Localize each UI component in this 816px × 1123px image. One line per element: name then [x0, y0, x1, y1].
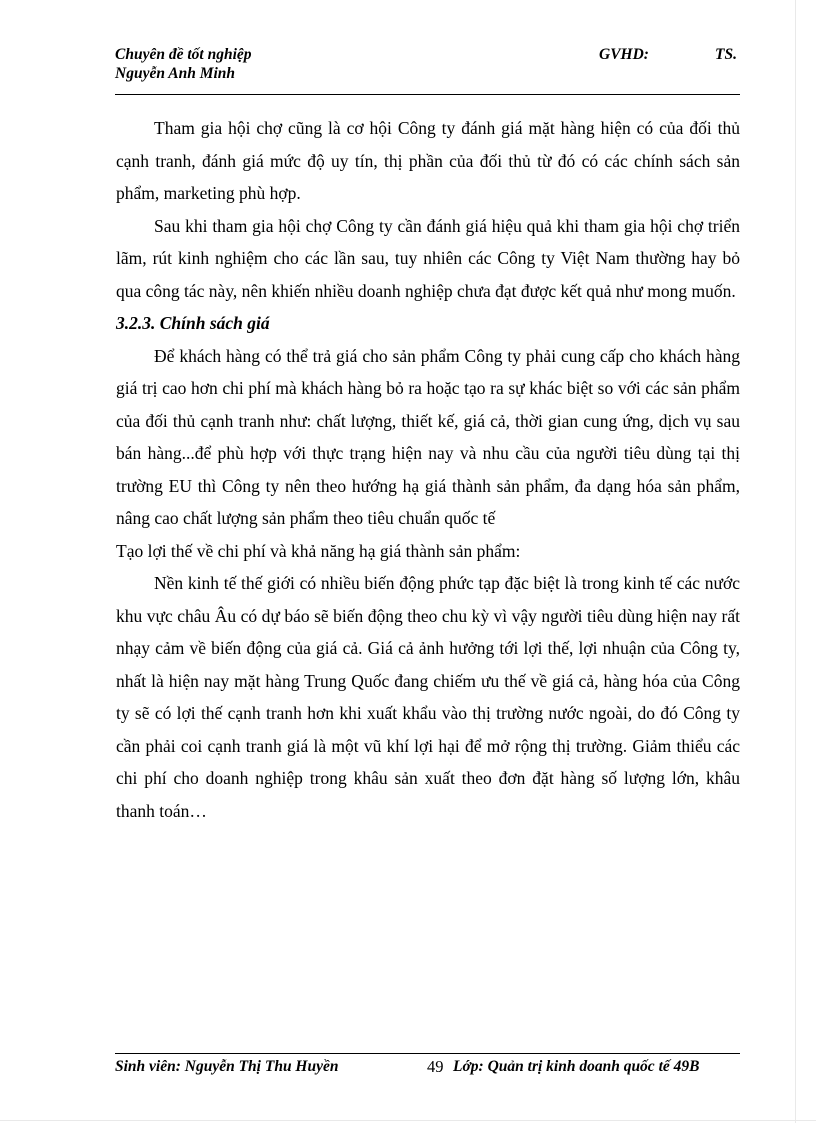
footer-class: Lớp: Quản trị kinh doanh quốc tế 49B — [453, 1058, 700, 1075]
body-paragraph: Nền kinh tế thế giới có nhiều biến động phức tạp đặc biệt là trong kinh tế các nước khu vực châu Âu có dự báo sẽ biến động theo chu kỳ vì vậy người tiêu dùng hiện nay rất nhạy cảm về biến động của giá cả. Giá cả ảnh hưởng tới lợi thế, lợi nhuận của Công ty, nhất là hiện nay mặt hàng Trung Quốc đang chiếm ưu thế về giá cả, hàng hóa của Công ty sẽ có lợi thế cạnh tranh hơn khi xuất khẩu vào thị trường nước ngoài, do đó Công ty cần phải coi cạnh tranh giá là một vũ khí lợi hại để mở rộng thị trường. Giảm thiểu các chi phí cho doanh nghiệp trong khâu sản xuất theo đơn đặt hàng số lượng lớn, khâu thanh toán… — [116, 573, 740, 821]
footer-rule — [115, 1053, 740, 1054]
body-paragraph: Để khách hàng có thể trả giá cho sản phẩm Công ty phải cung cấp cho khách hàng giá trị cao hơn chi phí mà khách hàng bỏ ra hoặc tạo ra sự khác biệt so với các sản phẩm của đối thủ cạnh tranh như: chất lượng, thiết kế, giá cả, thời gian cung ứng, dịch vụ sau bán hàng...để phù hợp với thực trạng hiện nay và nhu cầu của người tiêu dùng tại thị trường EU thì Công ty nên theo hướng hạ giá thành sản phẩm, đa dạng hóa sản phẩm, nâng cao chất lượng sản phẩm theo tiêu chuẩn quốc tế — [116, 345, 740, 528]
section-heading: 3.2.3. Chính sách giá — [116, 313, 270, 333]
page-edge — [0, 1120, 816, 1121]
header-rule — [115, 94, 740, 95]
page-header — [115, 44, 740, 96]
footer-student: Sinh viên: Nguyễn Thị Thu Huyền — [115, 1058, 339, 1075]
body-subheading: Tạo lợi thế về chi phí và khả năng hạ giá thành sản phẩm: — [116, 540, 521, 561]
page-number: 49 — [427, 1057, 444, 1076]
header-gvhd-value: TS. — [715, 46, 737, 63]
page-footer — [115, 1047, 740, 1087]
header-title: Chuyên đề tốt nghiệp — [115, 46, 252, 63]
page-body — [116, 112, 740, 827]
page-edge — [795, 0, 796, 1123]
body-paragraph: Tham gia hội chợ cũng là cơ hội Công ty đánh giá mặt hàng hiện có của đối thủ cạnh tranh, đánh giá mức độ uy tín, thị phần của đối thủ từ đó có các chính sách sản phẩm, marketing phù hợp. — [116, 118, 740, 203]
header-author: Nguyễn Anh Minh — [115, 65, 236, 82]
body-paragraph: Sau khi tham gia hội chợ Công ty cần đánh giá hiệu quả khi tham gia hội chợ triển lãm, rút kinh nghiệm cho các lần sau, tuy nhiên các Công ty Việt Nam thường hay bỏ qua công tác này, nên khiến nhiều doanh nghiệp chưa đạt được kết quả như mong muốn. — [116, 215, 740, 301]
header-gvhd-label: GVHD: — [599, 46, 649, 63]
